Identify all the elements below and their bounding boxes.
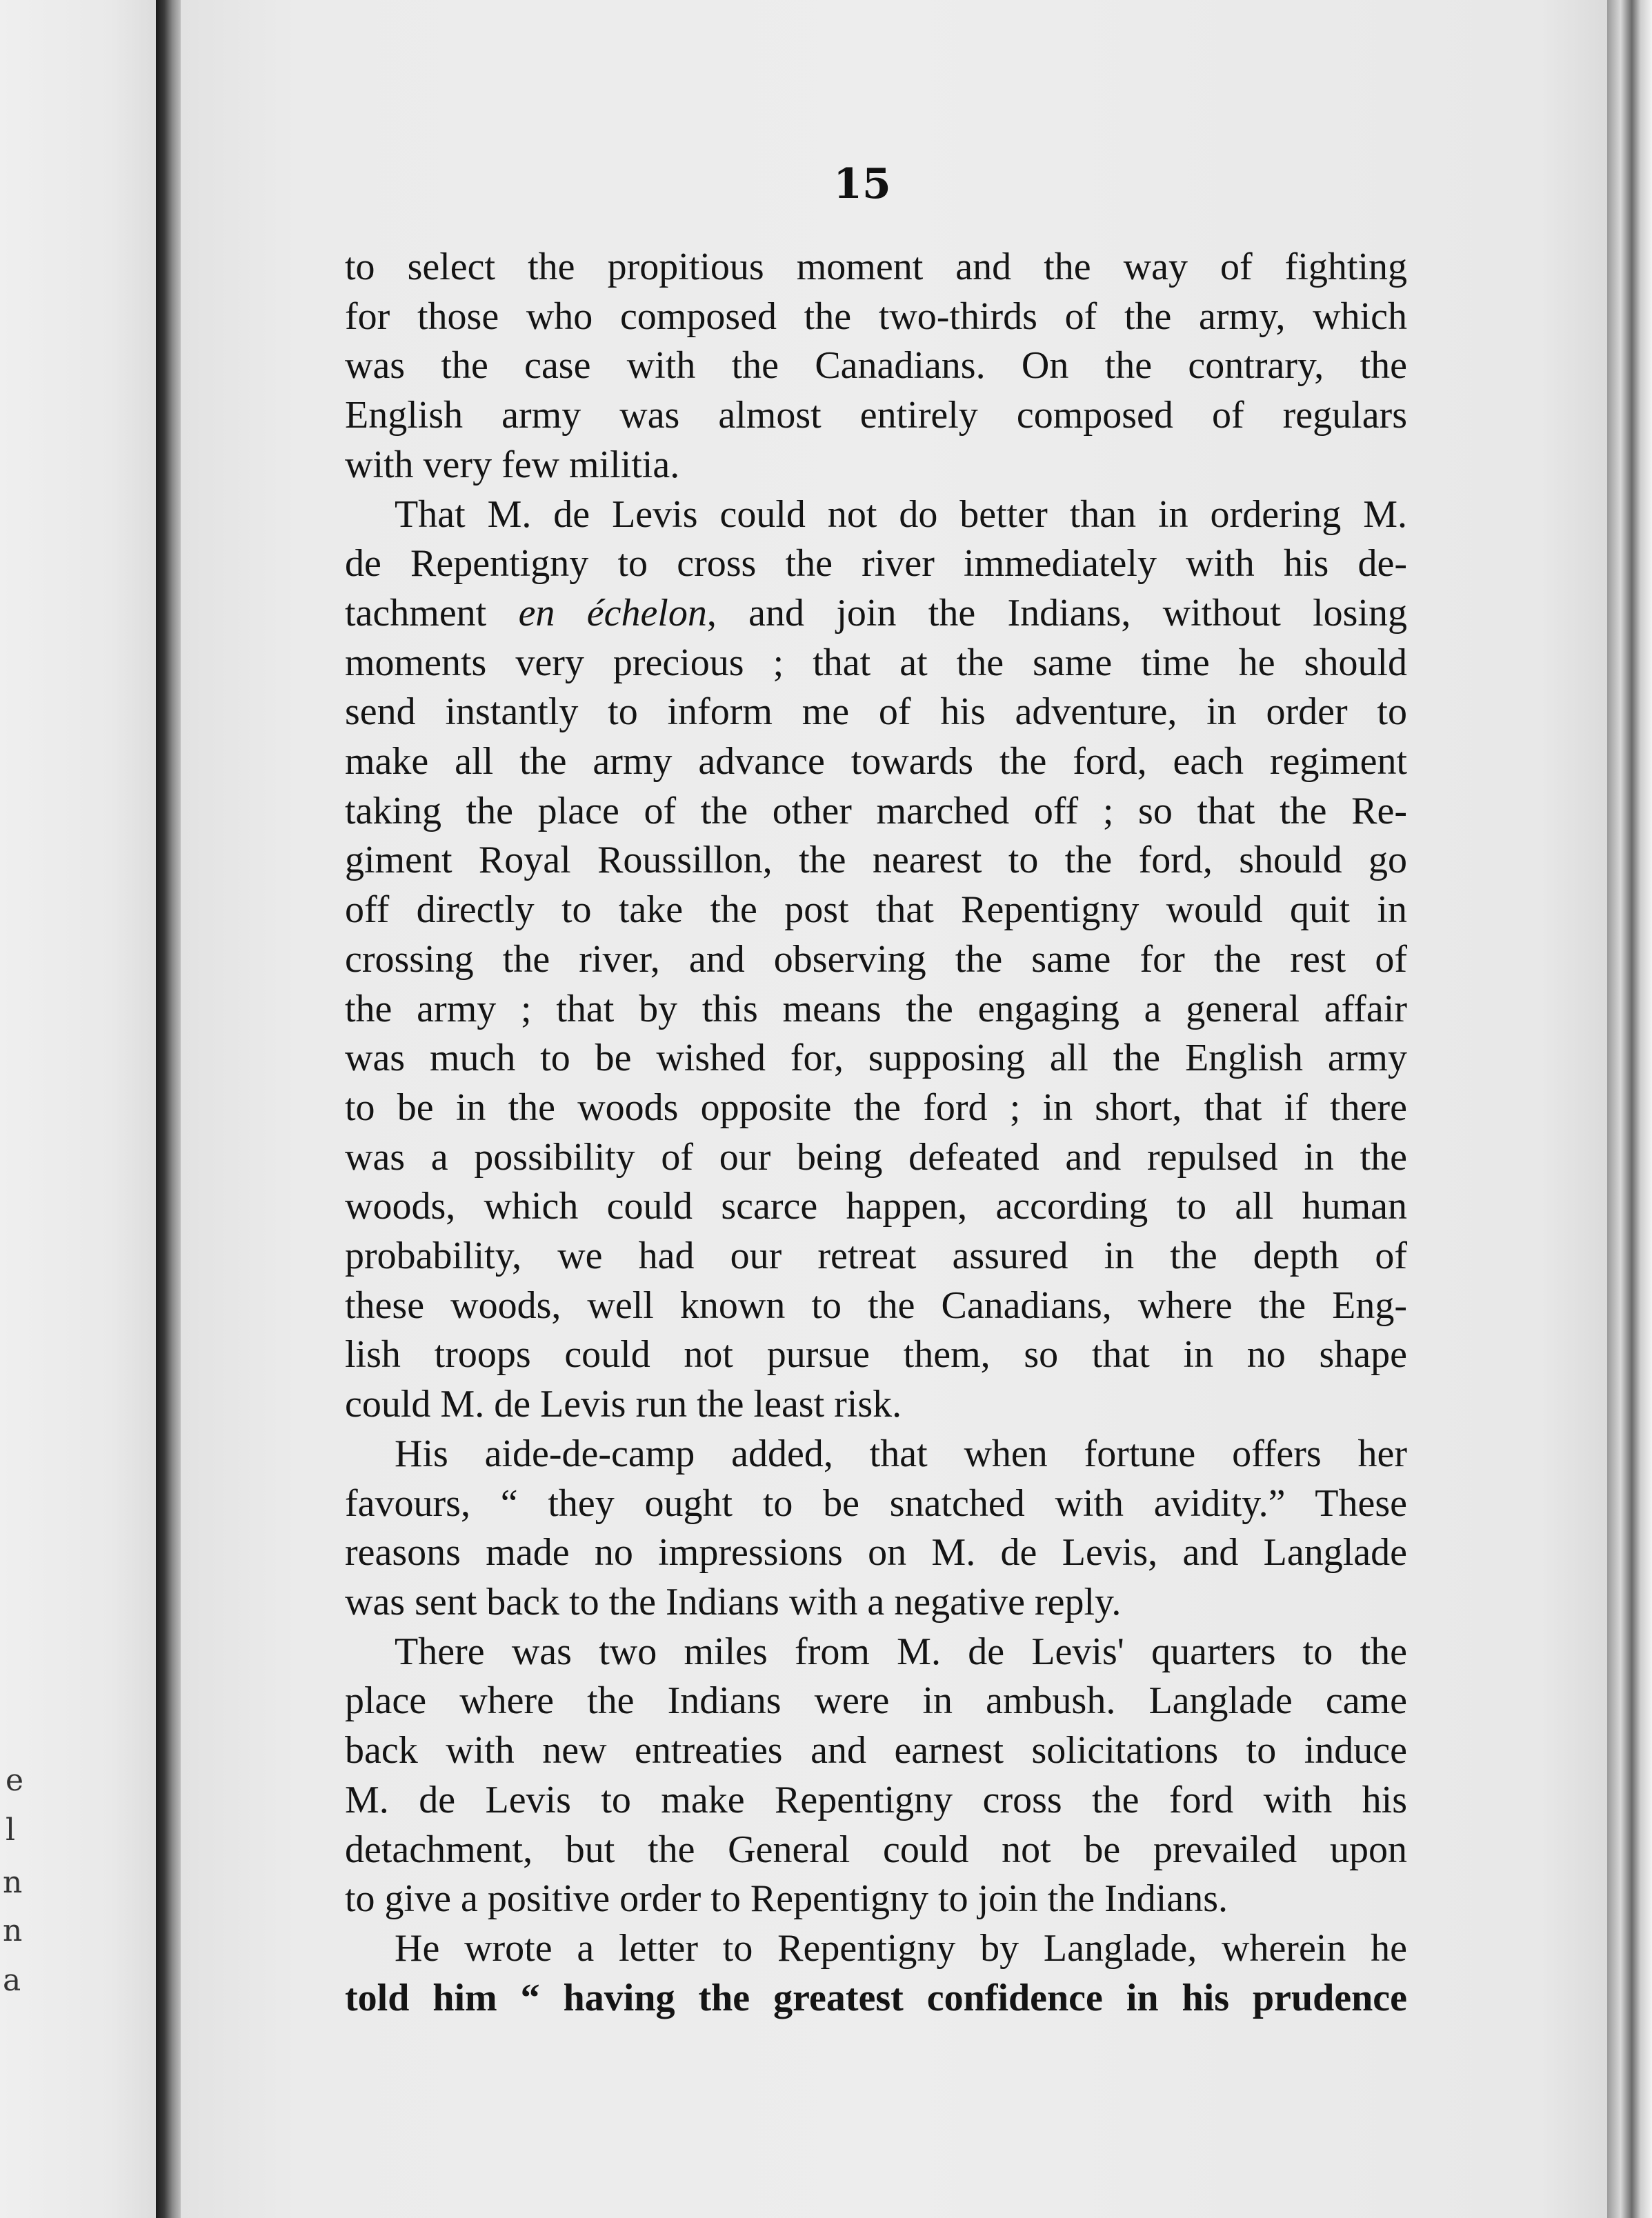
text-line: detachment, but the General could not be prevailed upon [345,1828,1407,1871]
text-line: was sent back to the Indians with a negative reply. [345,1580,1122,1623]
text-line: told him “ having the greatest confidence in his prudence [345,1976,1407,2019]
text-line: the army ; that by this means the engaging a general affair [345,987,1407,1030]
text-line: M. de Levis to make Repentigny cross the ford with his [345,1778,1407,1821]
margin-glyph: l [6,1812,16,1848]
text-line: giment Royal Roussillon, the nearest to the ford, should go [345,839,1407,882]
margin-glyph: n [3,1865,23,1900]
text-line: English army was almost entirely composed of regulars [345,394,1407,437]
text-line: back with new entreaties and earnest solicitations to induce [345,1729,1407,1772]
text-line: That M. de Levis could not do better than in ordering M. [395,492,1407,536]
text-line: place where the Indians were in ambush. Langlade came [345,1679,1407,1723]
text-line: lish troops could not pursue them, so that in no shape [345,1333,1407,1377]
paragraph [345,1924,1407,2023]
text-line: There was two miles from M. de Levis' quarters to the [395,1630,1407,1673]
page-number: 15 [833,160,891,208]
text-line: off directly to take the post that Repentigny would quit in [345,888,1407,932]
paragraph [345,243,1407,490]
paragraph [345,490,1407,1430]
text-line: make all the army advance towards the ford, each regiment [345,740,1407,783]
margin-glyph: a [3,1963,21,1998]
italic-phrase: en échelon [518,591,707,635]
text-line: could M. de Levis run the least risk. [345,1383,902,1426]
facing-page-edge [0,0,159,2218]
text-line: probability, we had our retreat assured in the depth of [345,1235,1407,1278]
margin-glyph: n [3,1913,23,1948]
text-line: to give a positive order to Repentigny to join the Indians. [345,1877,1228,1921]
line-prefix: tachment [345,591,519,635]
text-line: de Repentigny to cross the river immediately with his de- [345,542,1407,586]
text-line: reasons made no impressions on M. de Levis, and Langlade [345,1531,1407,1575]
text-line: for those who composed the two-thirds of the army, which [345,294,1407,338]
line-suffix: , and join the Indians, without losing [706,591,1407,635]
text-line: woods, which could scarce happen, according to all human [345,1185,1407,1228]
margin-glyph: e [6,1763,24,1798]
page-right-edge [1607,0,1652,2218]
text-line: to be in the woods opposite the ford ; in short, that if there [345,1086,1407,1129]
text-line: send instantly to inform me of his adventure, in order to [345,690,1407,734]
book-gutter [156,0,183,2218]
text-line: was a possibility of our being defeated and repulsed in the [345,1135,1407,1179]
paragraph [345,1430,1407,1628]
paragraph [345,1628,1407,1924]
text-line: crossing the river, and observing the same for the rest of [345,937,1407,981]
text-line: He wrote a letter to Repentigny by Langlade, wherein he [395,1926,1407,1970]
text-line: moments very precious ; that at the same time he should [345,641,1407,684]
text-line: to select the propitious moment and the way of fighting [345,246,1407,288]
text-line: was the case with the Canadians. On the contrary, the [345,344,1407,388]
text-line: these woods, well known to the Canadians, where the Eng- [345,1283,1407,1327]
text-line: favours, “ they ought to be snatched with avidity.” These [345,1481,1407,1525]
text-line: was much to be wished for, supposing all the English army [345,1037,1407,1080]
text-line: with very few militia. [345,443,680,486]
text-line: taking the place of the other marched off ; so that the Re- [345,789,1407,832]
text-line-with-italic [345,589,1407,639]
text-line: His aide-de-camp added, that when fortune offers her [395,1432,1407,1475]
body-text [345,243,1407,2023]
